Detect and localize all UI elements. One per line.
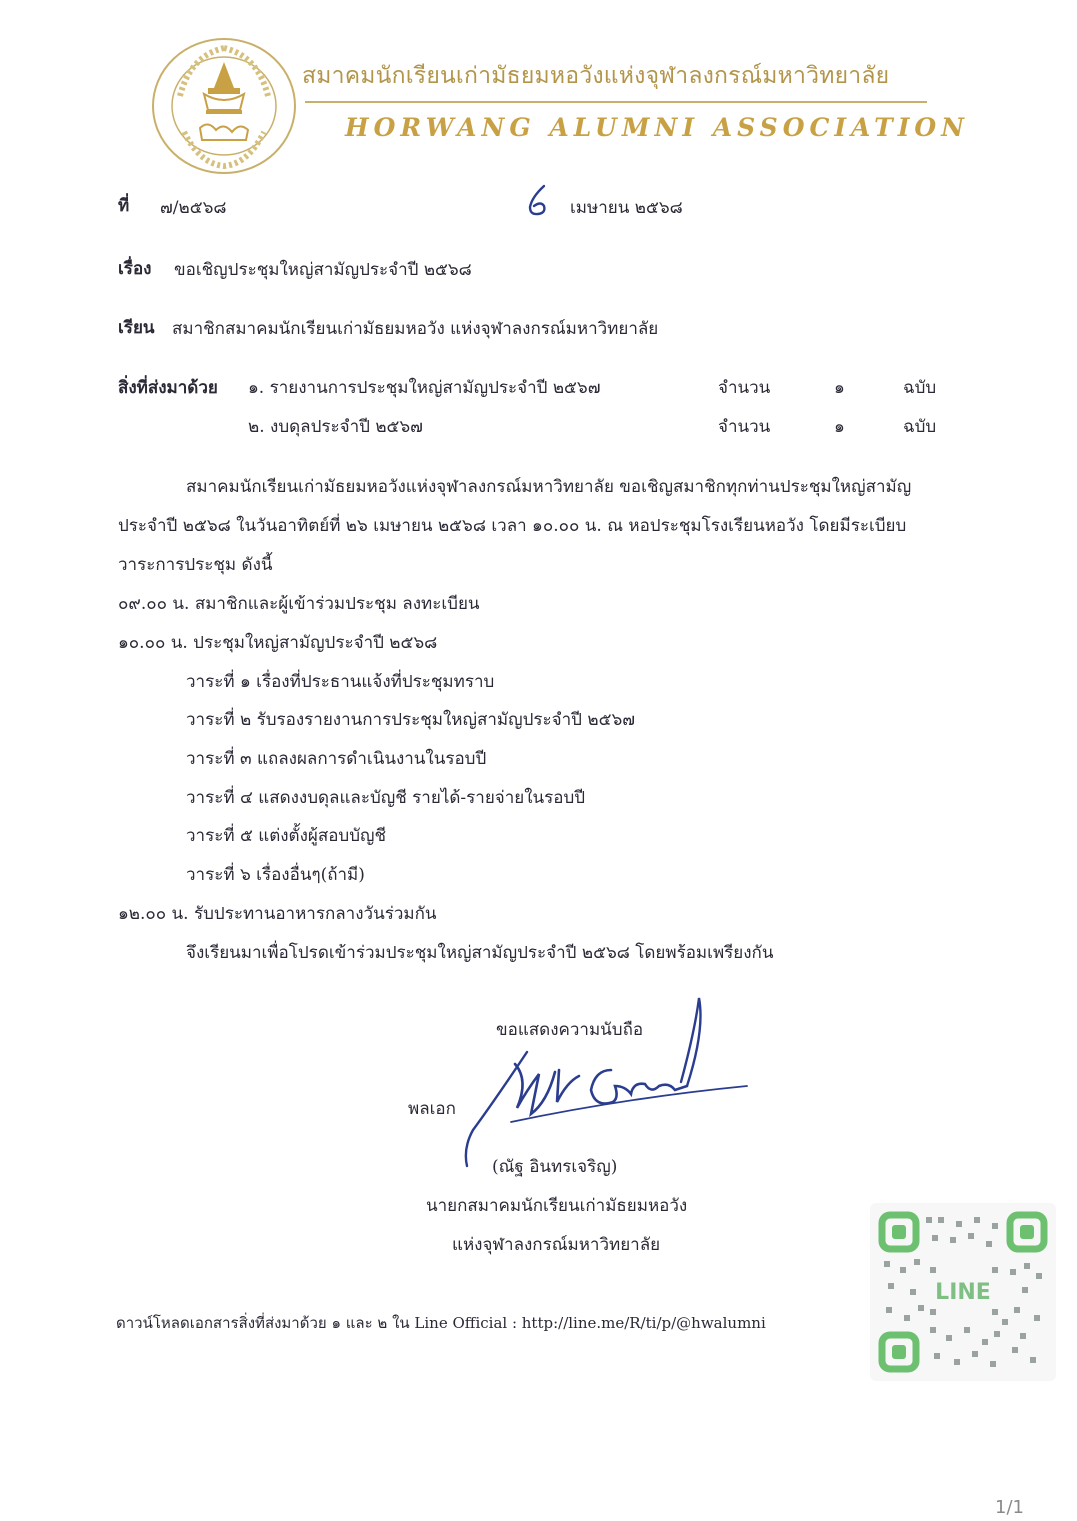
agenda-item: วาระที่ ๔ แสดงงบดุลและบัญชี รายได้-รายจ่ายในรอบปี (186, 788, 586, 808)
schedule-meeting: ๑๐.๐๐ น. ประชุมใหญ่สามัญประจำปี ๒๕๖๘ (118, 633, 438, 653)
body-line-1: สมาคมนักเรียนเก่ามัธยมหอวังแห่งจุฬาลงกรณ์มหาวิทยาลัย ขอเชิญสมาชิกทุกท่านประชุมใหญ่สามัญ (186, 477, 912, 497)
subject-label: เรื่อง (118, 259, 152, 279)
enclosure-2-unit: ฉบับ (903, 417, 937, 437)
agenda-item: วาระที่ ๒ รับรองรายงานการประชุมใหญ่สามัญประจำปี ๒๕๖๗ (186, 710, 636, 730)
association-seal-logo (150, 36, 298, 176)
enclosure-item-2: ๒. งบดุลประจำปี ๒๕๖๗ (248, 417, 423, 437)
signer-title-2: แห่งจุฬาลงกรณ์มหาวิทยาลัย (452, 1235, 661, 1255)
closing-line: จึงเรียนมาเพื่อโปรดเข้าร่วมประชุมใหญ่สามัญประจำปี ๒๕๖๘ โดยพร้อมเพรียงกัน (186, 943, 774, 963)
enclosure-2-qty: ๑ (834, 417, 845, 437)
line-qr-code[interactable] (870, 1203, 1056, 1381)
handwritten-signature (455, 990, 755, 1170)
regards-text: ขอแสดงความนับถือ (496, 1020, 644, 1040)
body-line-2: ประจำปี ๒๕๖๘ ในวันอาทิตย์ที่ ๒๖ เมษายน ๒๕๖๘ เวลา ๑๐.๐๐ น. ณ หอประชุมโรงเรียนหอวัง โดยมีระเบียบ (118, 516, 907, 536)
download-note: ดาวน์โหลดเอกสารสิ่งที่ส่งมาด้วย ๑ และ ๒ ใน Line Official : http://line.me/R/ti/p/@hwalumni (116, 1314, 766, 1332)
page-indicator: 1/1 (995, 1497, 1024, 1518)
date-month-year: เมษายน ๒๕๖๘ (570, 198, 683, 218)
signer-rank: พลเอก (408, 1099, 456, 1119)
enclosure-1-unit: ฉบับ (903, 378, 937, 398)
ref-label: ที่ (118, 196, 130, 216)
to-label: เรียน (118, 318, 155, 338)
signer-name: (ณัฐ อินทรเจริญ) (492, 1157, 618, 1177)
org-name-english: HORWANG ALUMNI ASSOCIATION (345, 113, 970, 142)
subject-text: ขอเชิญประชุมใหญ่สามัญประจำปี ๒๕๖๘ (174, 260, 472, 280)
enclosure-item-1: ๑. รายงานการประชุมใหญ่สามัญประจำปี ๒๕๖๗ (248, 378, 601, 398)
enclosures-label: สิ่งที่ส่งมาด้วย (118, 378, 218, 398)
schedule-registration: ๐๙.๐๐ น. สมาชิกและผู้เข้าร่วมประชุม ลงทะเบียน (118, 594, 480, 614)
enclosure-2-qty-label: จำนวน (718, 417, 771, 437)
enclosure-1-qty: ๑ (834, 378, 845, 398)
signer-title-1: นายกสมาคมนักเรียนเก่ามัธยมหอวัง (426, 1196, 688, 1216)
schedule-lunch: ๑๒.๐๐ น. รับประทานอาหารกลางวันร่วมกัน (118, 904, 437, 924)
line-logo-label: LINE (935, 1280, 991, 1305)
enclosure-1-qty-label: จำนวน (718, 378, 771, 398)
org-name-thai: สมาคมนักเรียนเก่ามัธยมหอวังแห่งจุฬาลงกรณ์มหาวิทยาลัย (302, 63, 890, 89)
to-text: สมาชิกสมาคมนักเรียนเก่ามัธยมหอวัง แห่งจุฬาลงกรณ์มหาวิทยาลัย (172, 319, 659, 339)
body-line-3: วาระการประชุม ดังนี้ (118, 555, 273, 575)
agenda-item: วาระที่ ๕ แต่งตั้งผู้สอบบัญชี (186, 826, 387, 846)
letterhead-divider (305, 101, 927, 103)
ref-number: ๗/๒๕๖๘ (160, 198, 227, 218)
agenda-item: วาระที่ ๓ แถลงผลการดำเนินงานในรอบปี (186, 749, 487, 769)
handwritten-day (524, 183, 554, 219)
agenda-item: วาระที่ ๖ เรื่องอื่นๆ(ถ้ามี) (186, 865, 365, 885)
agenda-item: วาระที่ ๑ เรื่องที่ประธานแจ้งที่ประชุมทราบ (186, 672, 495, 692)
